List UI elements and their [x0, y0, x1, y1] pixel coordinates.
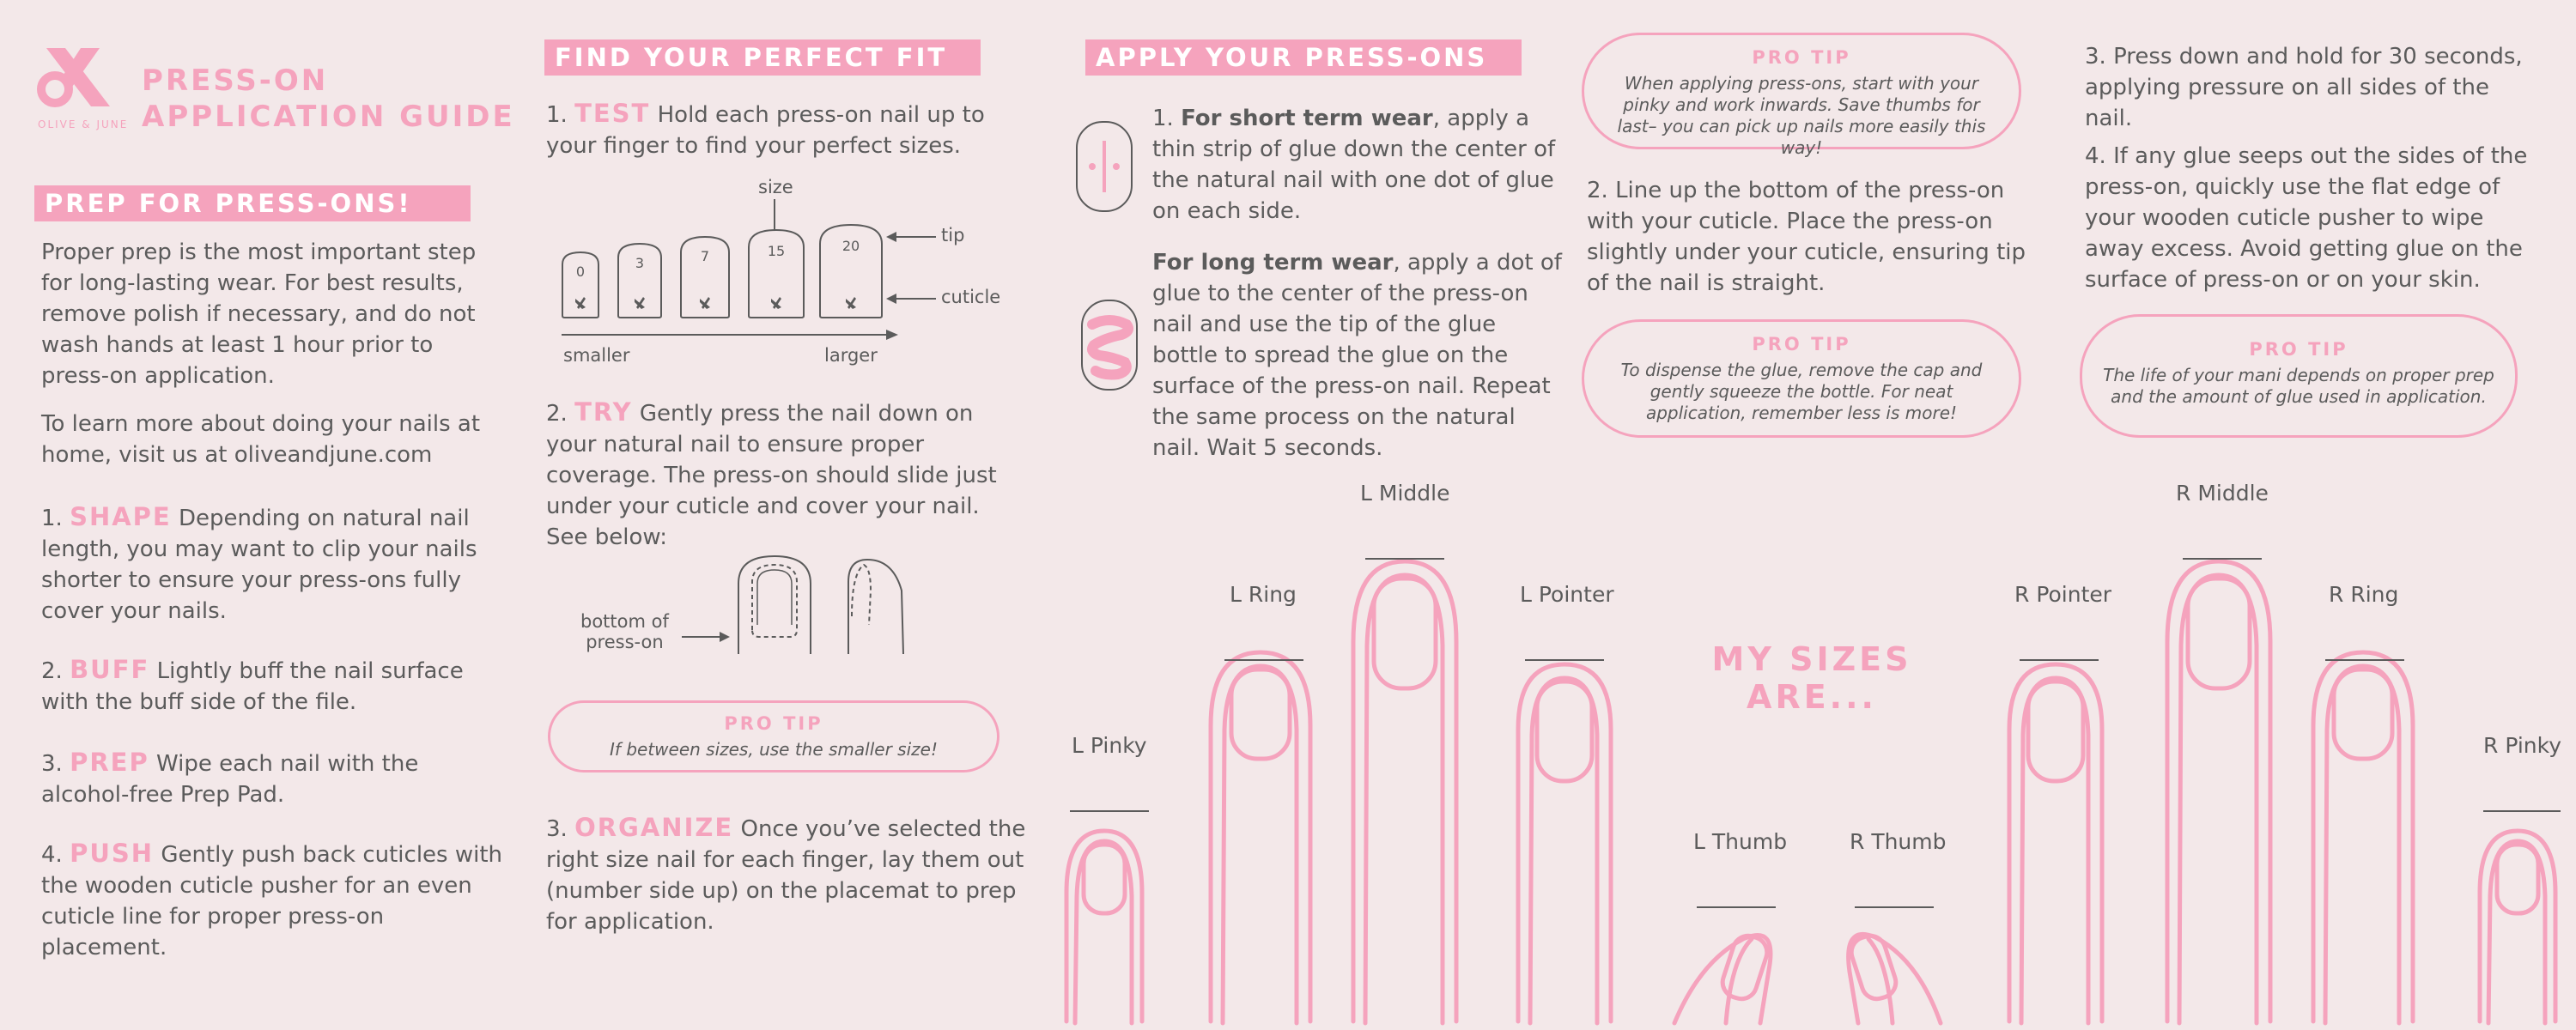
fit-step-organize: 3. ORGANIZE Once you’ve selected the right size nail for each finger, lay them out (number side up) on the placemat to prep for application. [546, 813, 1026, 935]
r-pinky-finger-icon [2480, 831, 2555, 1023]
guide-title-line1: PRESS-ON [142, 64, 329, 98]
svg-text:3: 3 [635, 255, 645, 271]
tip-label: tip [941, 225, 965, 245]
smaller-label: smaller [563, 345, 630, 366]
prep-step-buff: 2. BUFF Lightly buff the nail surface with the buff side of the file. [41, 655, 464, 715]
apply-step-2: 2. Line up the bottom of the press-on with your cuticle. Place the press-on slightly under your cuticle, ensuring tip of the nail is straight. [1587, 178, 2026, 296]
svg-text:20: 20 [841, 238, 860, 254]
apply-step-3: 3. Press down and hold for 30 seconds, applying pressure on all sides of the nail. [2085, 44, 2523, 131]
pro-tip-fit: PRO TIP If between sizes, use the smaller size! [548, 700, 999, 772]
l-ring-finger-icon [1211, 652, 1310, 1023]
finger-label-l-middle: L Middle [1360, 481, 1450, 506]
l-pinky-finger-icon [1066, 831, 1142, 1023]
finger-label-r-pinky: R Pinky [2483, 733, 2562, 758]
short-term-wear-text: 1. For short term wear, apply a thin strip of glue down the center of the natural nail with one dot of glue on each side. [1152, 106, 1556, 224]
cuticle-label: cuticle [941, 287, 1001, 307]
size-blank-l-pinky[interactable] [1070, 810, 1149, 812]
finger-label-l-pointer: L Pointer [1520, 582, 1614, 607]
size-blank-l-thumb[interactable] [1697, 906, 1776, 908]
pro-tip-mani-life: PRO TIP The life of your mani depends on proper prep and the amount of glue used in application. [2080, 314, 2518, 438]
r-thumb-icon [1848, 932, 1941, 1023]
size-blank-r-pinky[interactable] [2483, 810, 2561, 812]
finger-label-r-ring: R Ring [2329, 582, 2399, 607]
size-label: size [758, 177, 793, 197]
r-ring-finger-icon [2313, 652, 2413, 1023]
size-blank-r-pointer[interactable] [2020, 659, 2099, 661]
pro-tip-dispense-glue: PRO TIP To dispense the glue, remove the cap and gently squeeze the bottle. For neat application, remember less is more! [1582, 319, 2021, 438]
guide-title-line2: APPLICATION GUIDE [142, 100, 515, 134]
r-middle-finger-icon [2167, 561, 2270, 1023]
fit-banner: FIND YOUR PERFECT FIT [544, 39, 981, 76]
prep-step-prep: 3. PREP Wipe each nail with the alcohol-free Prep Pad. [41, 748, 419, 808]
finger-label-r-pointer: R Pointer [2014, 582, 2112, 607]
prep-intro: Proper prep is the most important step for long-lasting wear. For best results, remove polish if necessary, and do not wash hands at least 1 hour prior to press-on application. [41, 239, 477, 389]
bottom-of-press-on-label: bottom of press-on [580, 611, 669, 652]
learn-more-text: To learn more about doing your nails at home, visit us at oliveandjune.com [41, 411, 481, 468]
svg-text:15: 15 [767, 243, 786, 259]
size-blank-r-thumb[interactable] [1855, 906, 1934, 908]
prep-step-push: 4. PUSH Gently push back cuticles with the wooden cuticle pusher for an even cuticle line for proper press-on placement. [41, 839, 503, 960]
size-blank-r-middle[interactable] [2183, 558, 2262, 560]
size-blank-l-pointer[interactable] [1525, 659, 1604, 661]
finger-label-r-thumb: R Thumb [1850, 829, 1947, 854]
long-term-wear-text: For long term wear, apply a dot of glue to the center of the press-on nail and use the tip of the glue bottle to spread the glue on the surface of the press-on nail. Repeat the same process on the natural nail. Wait 5 seconds. [1152, 250, 1562, 461]
logo-text: OLIVE & JUNE [38, 118, 129, 130]
prep-banner: PREP FOR PRESS-ONS! [34, 185, 471, 221]
apply-step-4: 4. If any glue seeps out the sides of the press-on, quickly use the flat edge of your wooden cuticle pusher to wipe away excess. Avoid getting glue on the surface of press-on or on your skin. [2085, 143, 2528, 293]
fit-step-try: 2. TRY Gently press the nail down on your natural nail to ensure proper coverage. The press-on should slide just under your cuticle and cover your nail. See below: [546, 397, 997, 550]
finger-label-l-ring: L Ring [1230, 582, 1297, 607]
finger-label-l-pinky: L Pinky [1072, 733, 1147, 758]
l-thumb-icon [1674, 932, 1771, 1023]
r-pointer-finger-icon [2009, 664, 2102, 1023]
pro-tip-pinky-first: PRO TIP When applying press-ons, start with your pinky and work inwards. Save thumbs for last– you can pick up nails more easily this way! [1582, 33, 2021, 149]
finger-label-l-thumb: L Thumb [1693, 829, 1788, 854]
size-blank-r-ring[interactable] [2325, 659, 2404, 661]
my-sizes-heading: MY SIZES ARE... [1711, 640, 1912, 716]
svg-text:7: 7 [700, 248, 710, 264]
l-pointer-finger-icon [1518, 664, 1611, 1023]
size-blank-l-ring[interactable] [1224, 659, 1303, 661]
size-blank-l-middle[interactable] [1365, 558, 1444, 560]
fit-step-test: 1. TEST Hold each press-on nail up to your finger to find your perfect sizes. [546, 99, 985, 159]
svg-text:0: 0 [575, 264, 586, 280]
l-middle-finger-icon [1353, 561, 1456, 1023]
larger-label: larger [824, 345, 878, 366]
prep-step-shape: 1. SHAPE Depending on natural nail length, you may want to clip your nails shorter to ensure your press-ons fully cover your nails. [41, 502, 477, 624]
finger-label-r-middle: R Middle [2176, 481, 2269, 506]
apply-banner: APPLY YOUR PRESS-ONS [1085, 39, 1522, 76]
